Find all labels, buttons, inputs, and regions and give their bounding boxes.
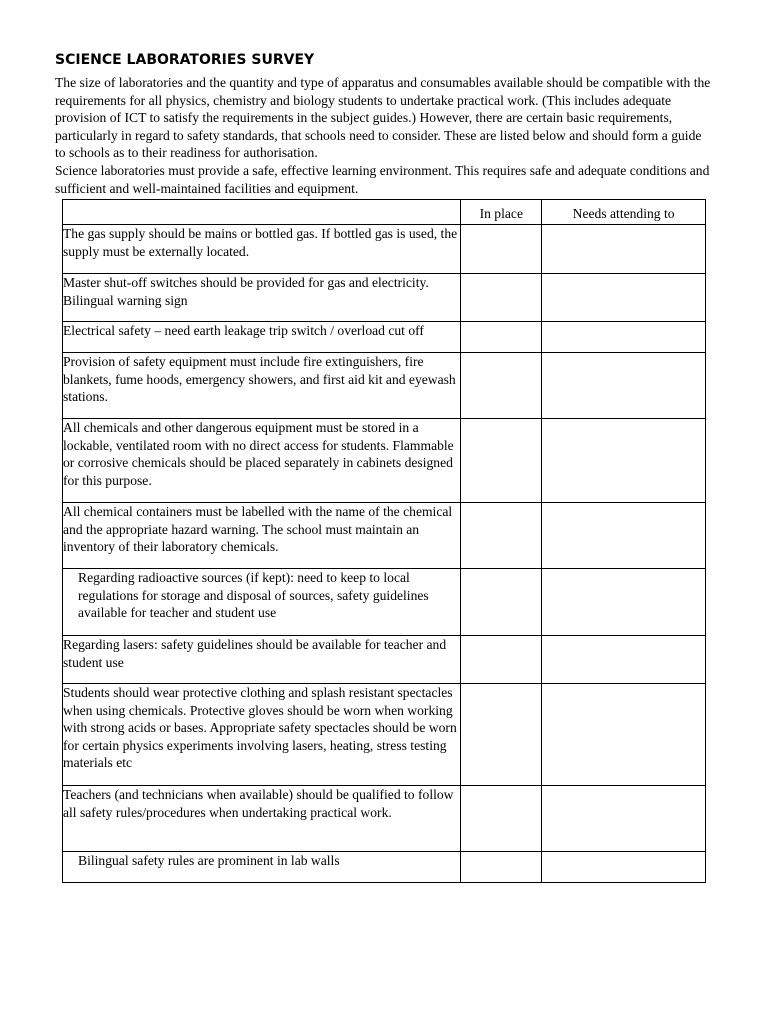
in-place-cell[interactable] [461, 225, 542, 274]
intro-paragraph: The size of laboratories and the quantity and type of apparatus and consumables available should be compatible with the requirements for all physics, chemistry and biology students to undertake practical work. (This includes adequate provision of ICT to satisfy the requirements in the subject guides.) However, there are certain basic requirements, particularly in regard to safety standards, that schools need to consider. These are listed below and should form a guide to schools as to their readiness for authorisation. [55, 75, 711, 161]
survey-table [62, 199, 706, 883]
needs-attending-cell[interactable] [542, 225, 706, 274]
requirement-cell: Regarding radioactive sources (if kept): need to keep to local regulations for storage and disposal of sources, safety guidelines available for teacher and student use [63, 569, 461, 636]
header-needs-attending-to: Needs attending to [542, 200, 706, 225]
header-requirement [63, 200, 461, 225]
needs-attending-cell[interactable] [542, 274, 706, 322]
table-header-row [63, 200, 706, 225]
needs-attending-cell[interactable] [542, 786, 706, 852]
requirement-cell: Teachers (and technicians when available) should be qualified to follow all safety rules/procedures when undertaking practical work. [63, 786, 461, 852]
table-row [63, 419, 706, 503]
requirement-cell: All chemicals and other dangerous equipment must be stored in a lockable, ventilated room with no direct access for students. Flammable or corrosive chemicals should be placed separately in cabinets designed for this purpose. [63, 419, 461, 503]
requirement-cell: Students should wear protective clothing and splash resistant spectacles when using chemicals. Protective gloves should be worn when working with strong acids or bases. Appropriate safety spectacles should be worn for certain physics experiments involving lasers, heating, stress testing materials etc [63, 684, 461, 786]
requirement-cell: Bilingual safety rules are prominent in lab walls [63, 852, 461, 883]
requirement-cell: Electrical safety – need earth leakage trip switch / overload cut off [63, 322, 461, 353]
in-place-cell[interactable] [461, 684, 542, 786]
in-place-cell[interactable] [461, 852, 542, 883]
in-place-cell[interactable] [461, 353, 542, 419]
needs-attending-cell[interactable] [542, 684, 706, 786]
table-row [63, 684, 706, 786]
needs-attending-cell[interactable] [542, 353, 706, 419]
header-in-place: In place [461, 200, 542, 225]
intro-paragraph: Science laboratories must provide a safe, effective learning environment. This requires safe and adequate conditions and sufficient and well-maintained facilities and equipment. [55, 162, 710, 196]
table-row [63, 353, 706, 419]
table-row [63, 852, 706, 883]
document-title: SCIENCE LABORATORIES SURVEY [55, 52, 315, 68]
in-place-cell[interactable] [461, 419, 542, 503]
requirement-cell: All chemical containers must be labelled with the name of the chemical and the appropriate hazard warning. The school must maintain an inventory of their laboratory chemicals. [63, 503, 461, 569]
table-row [63, 569, 706, 636]
table-row [63, 274, 706, 322]
needs-attending-cell[interactable] [542, 569, 706, 636]
table-row [63, 225, 706, 274]
in-place-cell[interactable] [461, 274, 542, 322]
needs-attending-cell[interactable] [542, 852, 706, 883]
in-place-cell[interactable] [461, 636, 542, 684]
table-row [63, 322, 706, 353]
requirement-cell: Regarding lasers: safety guidelines should be available for teacher and student use [63, 636, 461, 684]
in-place-cell[interactable] [461, 786, 542, 852]
requirement-cell: Provision of safety equipment must include fire extinguishers, fire blankets, fume hoods, emergency showers, and first aid kit and eyewash stations. [63, 353, 461, 419]
requirement-cell: Master shut-off switches should be provided for gas and electricity. Bilingual warning sign [63, 274, 461, 322]
table-row [63, 503, 706, 569]
in-place-cell[interactable] [461, 322, 542, 353]
table-row [63, 786, 706, 852]
needs-attending-cell[interactable] [542, 322, 706, 353]
in-place-cell[interactable] [461, 503, 542, 569]
needs-attending-cell[interactable] [542, 636, 706, 684]
needs-attending-cell[interactable] [542, 503, 706, 569]
table-row [63, 636, 706, 684]
needs-attending-cell[interactable] [542, 419, 706, 503]
requirement-cell: The gas supply should be mains or bottled gas. If bottled gas is used, the supply must be externally located. [63, 225, 461, 274]
intro-text [55, 74, 715, 197]
in-place-cell[interactable] [461, 569, 542, 636]
